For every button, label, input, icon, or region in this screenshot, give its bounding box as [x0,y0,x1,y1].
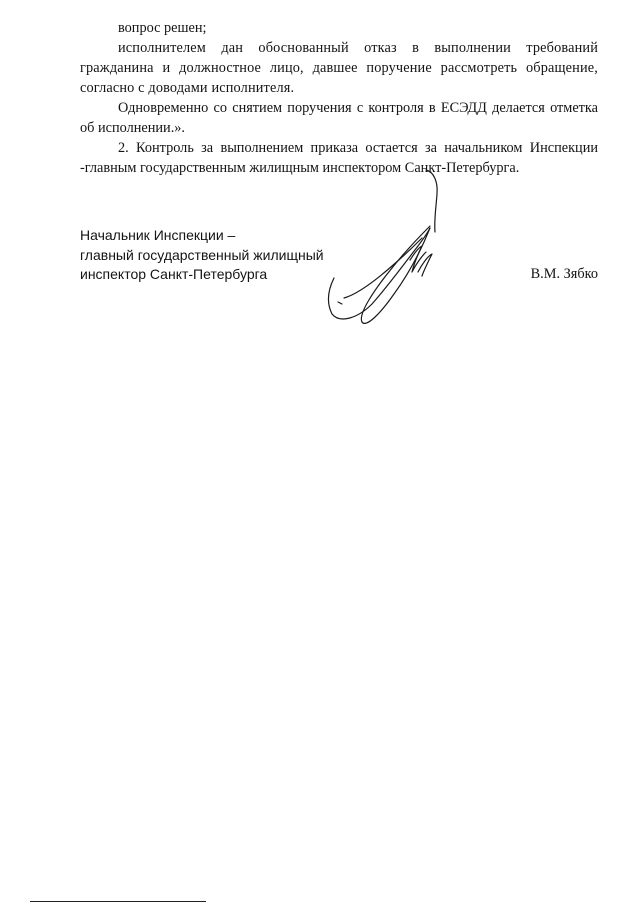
signatory-title-line: главный государственный жилищный [80,246,324,263]
signatory-title [80,226,340,285]
signatory-name: В.М. Зябко [530,266,598,282]
signatory-title-line: инспектор Санкт-Петербурга [80,266,268,282]
paragraph-order-control: 2. Контроль за выполнением приказа остается за начальником Инспекции -главным государственным жилищным инспектором Санкт-Петербурга. [80,140,598,176]
paragraph-issue-resolved: вопрос решен; [118,20,207,36]
document-body [80,18,598,178]
signatory-title-line: Начальник Инспекции – [80,227,236,243]
paragraph-refusal: исполнителем дан обоснованный отказ в выполнении требований гражданина и должностное лицо, давшее поручение рассмотреть обращение, согласно с доводами исполнителя. [80,40,598,96]
footnote-separator [30,901,206,902]
signature-block [80,226,598,336]
paragraph-control-mark: Одновременно со снятием поручения с контроля в ЕСЭДД делается отметка об исполнении.». [80,100,598,136]
